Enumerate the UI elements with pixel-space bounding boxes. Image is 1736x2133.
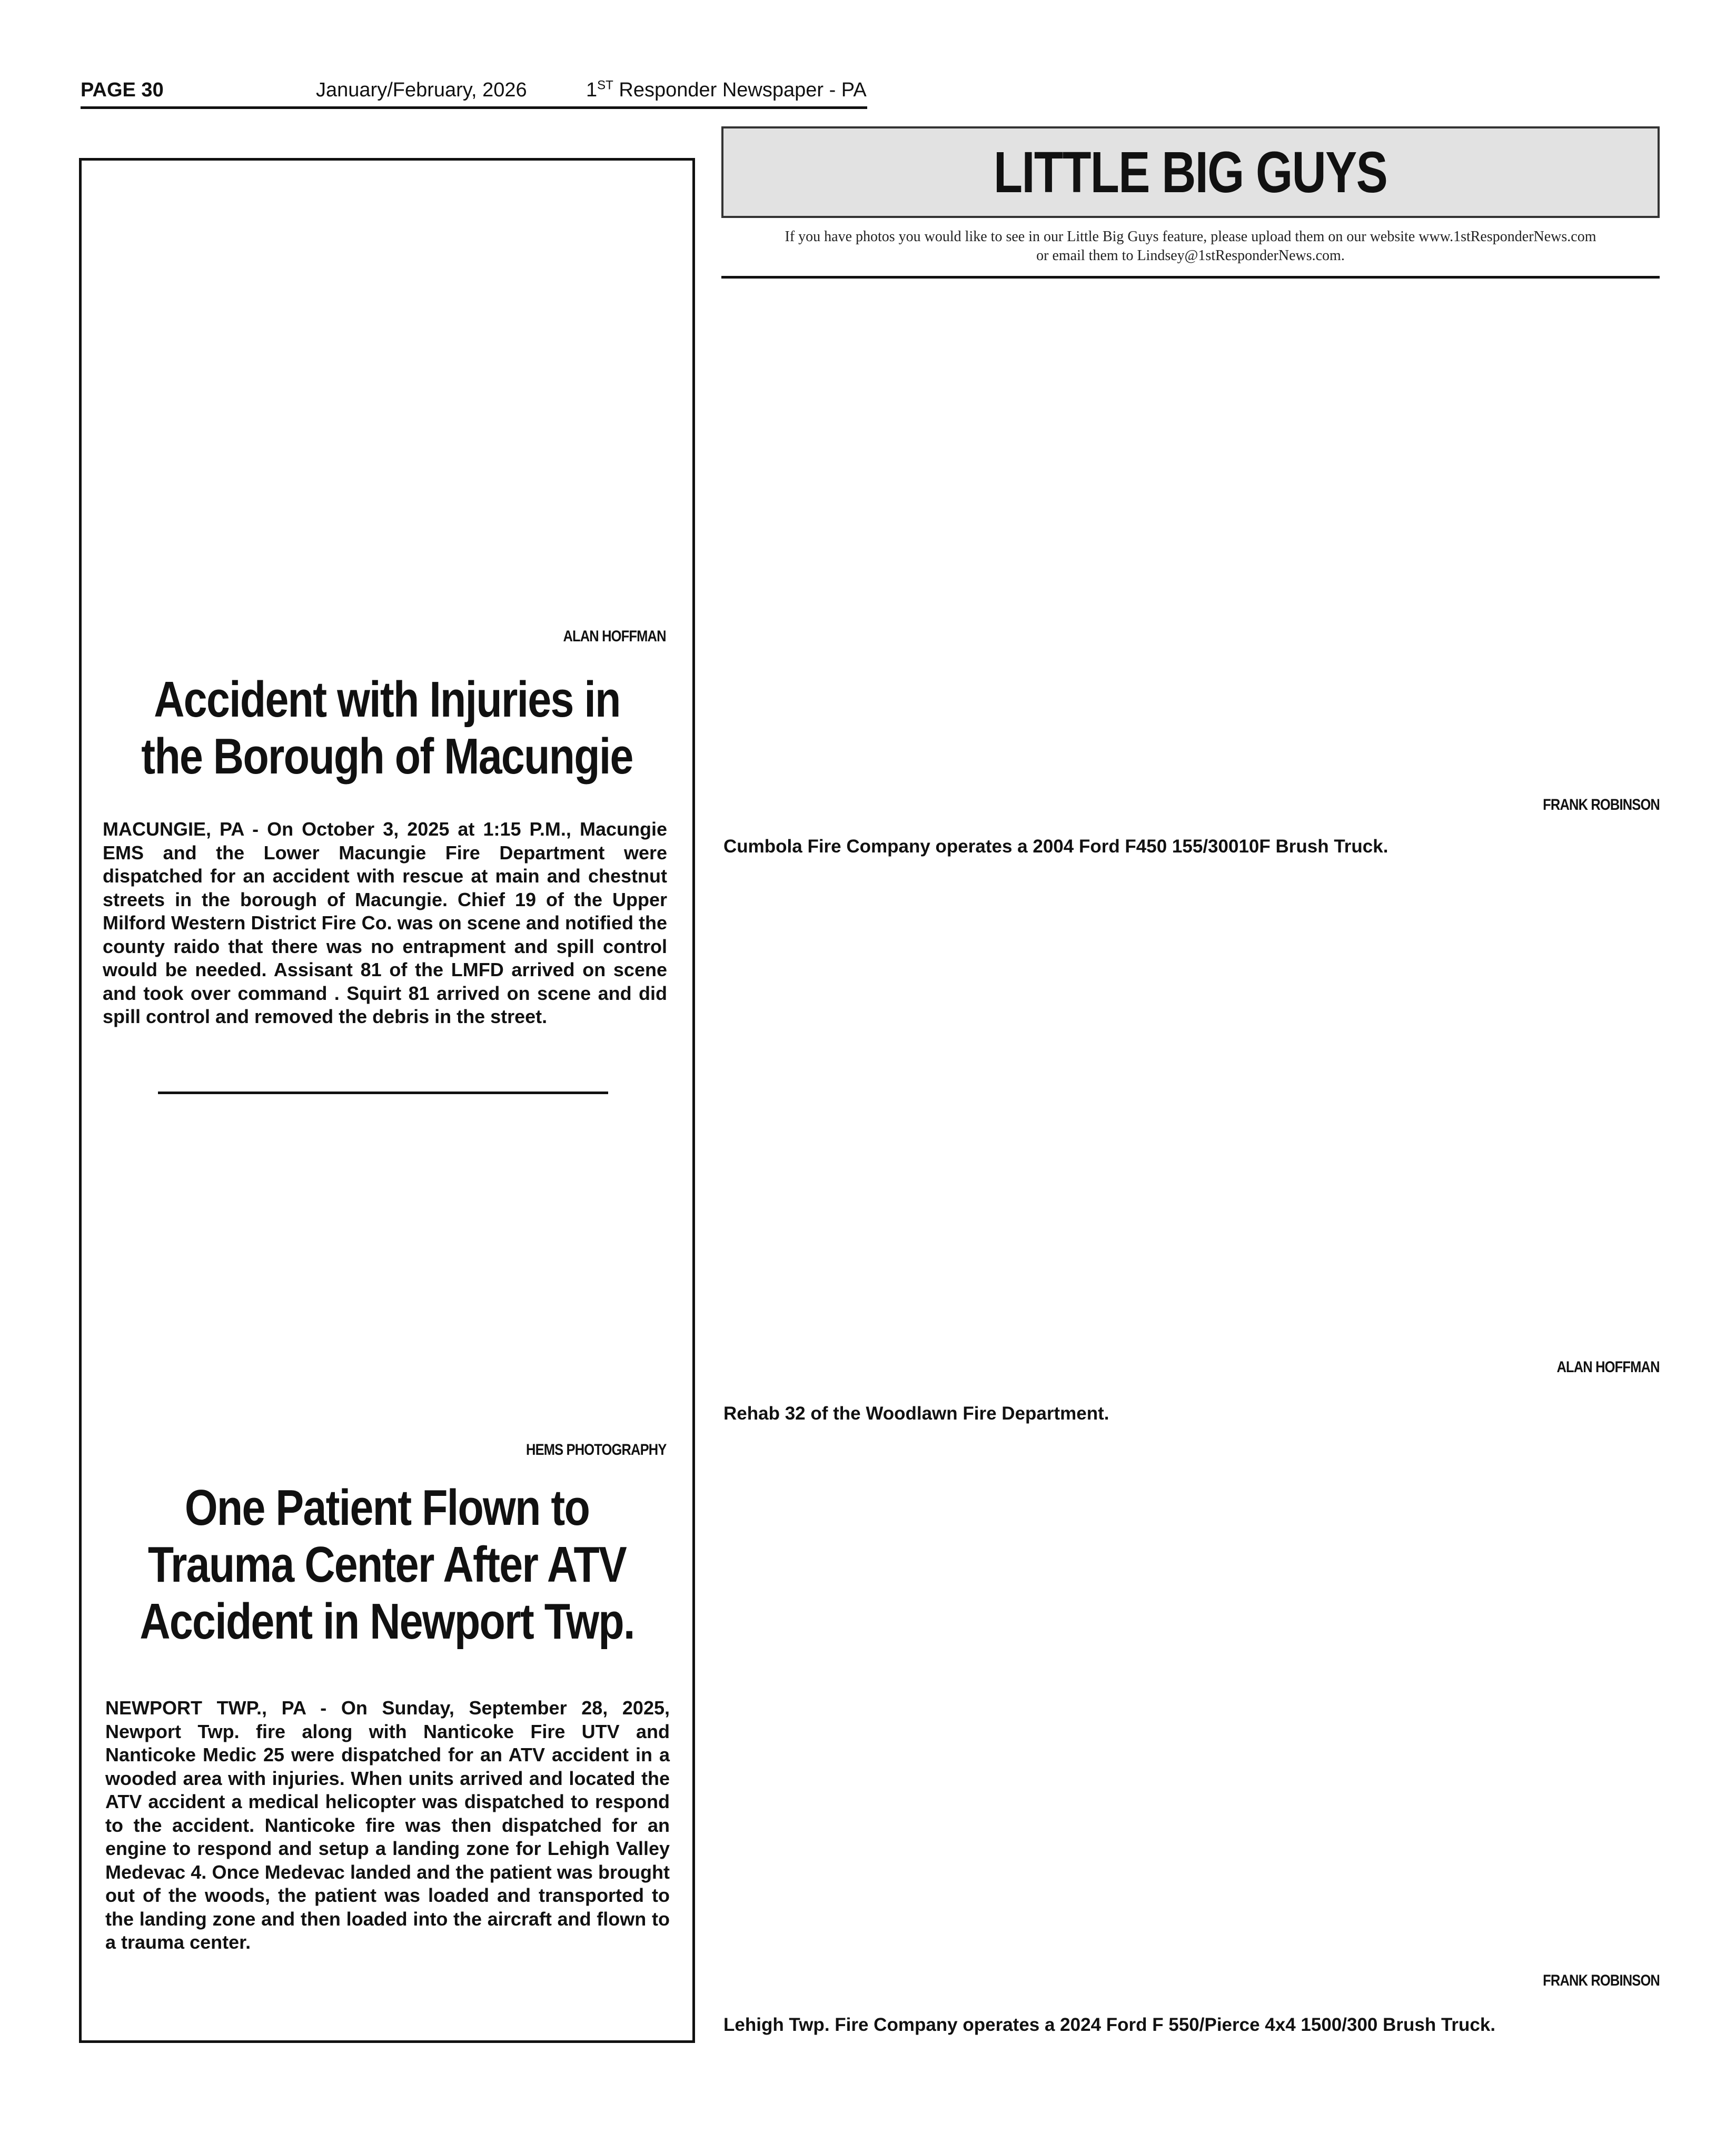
header-rule bbox=[81, 106, 867, 109]
feature-intro bbox=[721, 227, 1660, 265]
story1-headline bbox=[79, 671, 695, 785]
banner-title: LITTLE BIG GUYS bbox=[994, 140, 1387, 205]
story2-headline-line3: Accident in Newport Twp. bbox=[140, 1593, 634, 1650]
story2-body: NEWPORT TWP., PA - On Sunday, September 28, 2025, Newport Twp. fire along with Nanticoke Fire UTV and Nanticoke Medic 25 were dispatched for an ATV accident in a wooded area with injuries. When units arrived and located the ATV accident a medical helicopter was dispatched to respond to the accident. Nanticoke fire was then dispatched for an engine to respond and setup a landing zone for Lehigh Valley Medevac 4. Once Medevac landed and the patient was brought out of the woods, the patient was loaded and transported to the landing zone and then loaded into the aircraft and flown to a trauma center. bbox=[105, 1697, 670, 1953]
publication-superscript: ST bbox=[597, 78, 613, 93]
story1-body: MACUNGIE, PA - On October 3, 2025 at 1:15 P.M., Macungie EMS and the Lower Macungie Fire Department were dispatched for an accident with rescue at main and chestnut streets in the borough of Macungie. Chief 19 of the Upper Milford Western District Fire Co. was on scene and notified the county raido that there was no entrapment and spill control would be needed. Assisant 81 of the LMFD arrived on scene and took over command . Squirt 81 arrived on scene and did spill control and removed the debris in the street. bbox=[103, 818, 667, 1027]
feature-photo-1 bbox=[721, 287, 1660, 792]
publication-prefix: 1 bbox=[586, 79, 598, 101]
feature-photo-3-credit: FRANK ROBINSON bbox=[1543, 1972, 1660, 1989]
story2-headline-line2: Trauma Center After ATV bbox=[147, 1536, 627, 1593]
feature-photo-1-credit: FRANK ROBINSON bbox=[1543, 796, 1660, 813]
feature-photo-2-caption: Rehab 32 of the Woodlawn Fire Department. bbox=[723, 1403, 1109, 1424]
story2-photo-credit: HEMS PHOTOGRAPHY bbox=[525, 1441, 666, 1459]
story1-photo bbox=[97, 174, 677, 621]
intro-line-2: or email them to Lindsey@1stResponderNews.com. bbox=[1036, 247, 1345, 264]
story1-headline-line2: the Borough of Macungie bbox=[141, 728, 633, 785]
feature-photo-1-caption: Cumbola Fire Company operates a 2004 Ford F450 155/30010F Brush Truck. bbox=[723, 836, 1388, 857]
little-big-guys-banner bbox=[721, 126, 1660, 218]
feature-photo-3-caption: Lehigh Twp. Fire Company operates a 2024 Ford F 550/Pierce 4x4 1500/300 Brush Truck. bbox=[723, 2015, 1496, 2035]
story1-headline-line1: Accident with Injuries in bbox=[154, 671, 620, 728]
story2-photo bbox=[97, 1111, 677, 1437]
intro-line-1: If you have photos you would like to see in our Little Big Guys feature, please upload them on our website www.1stResponderNews.com bbox=[785, 229, 1596, 245]
story2-headline bbox=[79, 1480, 695, 1650]
feature-photo-2-credit: ALAN HOFFMAN bbox=[1556, 1358, 1660, 1376]
story1-photo-credit: ALAN HOFFMAN bbox=[563, 628, 666, 645]
issue-date: January/February, 2026 bbox=[316, 79, 527, 101]
story-separator bbox=[158, 1092, 608, 1094]
story2-headline-line1: One Patient Flown to bbox=[184, 1480, 590, 1536]
publication-name bbox=[586, 79, 867, 102]
feature-photo-2 bbox=[721, 874, 1660, 1353]
publication-suffix: Responder Newspaper - PA bbox=[613, 79, 867, 101]
feature-rule bbox=[721, 276, 1660, 279]
feature-photo-3 bbox=[721, 1445, 1660, 1967]
page-number: PAGE 30 bbox=[81, 79, 164, 101]
